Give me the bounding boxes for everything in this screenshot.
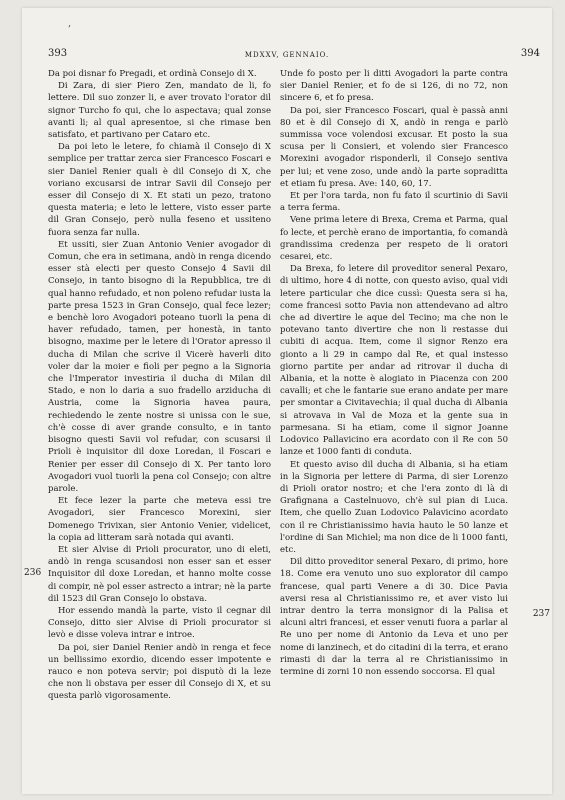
paragraph: Et sier Alvise di Prioli procurator, uno di eleti, andò in renga scusandosi non esser san et esser Inquisitor dil doxe Loredan, et hanno molte cosse di compir, nè pol esser astrecto a intrar; nè la parte dil 1523 dil Gran Consejo lo obstava. (48, 544, 272, 604)
book-page (22, 8, 552, 794)
paragraph: Da poi, sier Francesco Foscari, qual è passà anni 80 et è dil Consejo di X, andò in renga e parlò summissa voce volendosi excusar. Et posto la sua scusa per li Consieri, et volendo sier Francesco Morexini avogador risponderli, il Consejo sentiva per lui; et vene zoso, unde andò la parte sopraditta et etiam fu presa. Ave: 140, 60, 17. (280, 105, 508, 189)
page-corner-mark: , (68, 18, 72, 29)
left-column (48, 68, 271, 703)
paragraph: Da poi leto le letere, fo chiamà il Consejo di X semplice per trattar zerca sier Francesco Foscari e sier Daniel Renier quali è dil Consejo di X, che voriano excusarsi de intrar Savii dil Consejo per esser dil Consejo di X. Et stati un pezo, tratono questa materia; e leto le lettere, visto esser parte dil Gran Consejo, però nulla feseno et ussiteno fuora senza far nulla. (48, 142, 271, 238)
running-title: MDXXV, GENNAIO. (244, 51, 330, 59)
right-page-number: 394 (520, 48, 540, 59)
paragraph: Da poi, sier Daniel Renier andò in renga et fece un bellissimo exordio, dicendo esser impotente e rauco e non poteva servir; poi disputò di la leze che non li obstava per esser dil Consejo di X, et su questa parlò vigorosamente. (48, 642, 271, 702)
paragraph: Da poi disnar fo Pregadi, et ordinà Consejo di X. (48, 69, 257, 79)
paragraph: Unde fo posto per li ditti Avogadori la parte contra sier Daniel Renier, et fo de si 126, di no 72, non sincere 6, et fo presa. (280, 69, 508, 104)
paragraph: Et fece lezer la parte che meteva essi tre Avogadori, sier Francesco Morexini, sier Domenego Trivixan, sier Antonio Venier, videlicet, la copia ad litteram sarà notada qui avanti. (48, 496, 271, 543)
paragraph: Et per l'ora tarda, non fu fato il scurtinio di Savii a terra ferma. (280, 191, 508, 214)
paragraph: Vene prima letere di Brexa, Crema et Parma, qual fo lecte, et perchè erano de importantia, fo comandà grandissima credenza per respeto de li oratori cesarei, etc. (280, 215, 508, 263)
right-margin-number: 237 (532, 609, 550, 619)
right-column (280, 68, 508, 678)
paragraph: Et questo aviso dil ducha di Albania, si ha etiam in la Signoria per lettere di Parma, di sier Lorenzo di Prioli orator nostro; et che l'era zonto di là di Grafignana a Castelnuovo, ch'è sul pian di Luca. Item, che quello Zuan Lodovico Palavicino acordato con il re Christianissimo havia hauto le 50 lanze et l'ordine di San Michiel; ma non dice de li 1000 fanti, etc. (280, 459, 508, 555)
left-page-number: 393 (48, 48, 68, 59)
paragraph: Da Brexa, fo letere dil proveditor seneral Pexaro, di ultimo, hore 4 di notte, con questo aviso, qual vidi letere particular che dice cussì: Questa sera si ha, come francesi sotto Pavia non attendevano ad altro che ad divertire le aque del Tecino; ma che non le potevano tanto divertire che non li restasse dui cubiti di acqua. Item, come il signor Renzo era gionto a li 29 in campo dal Re, et qual instesso giorno partite per andar ad ritrovar il ducha di Albania, et la notte è alogiato in Piacenza con 200 cavalli; et che le fantarie sue erano andate per mare per smontar a Civitavechia; il qual ducha di Albania si atrovava in Val de Moza et la gente sua in parmesana. Si ha etiam, come il signor Joanne Lodovico Pallavicino era acordato con il Re con 50 lanze et 1000 fanti di conduta. (280, 264, 508, 458)
paragraph: Et ussiti, sier Zuan Antonio Venier avogador di Comun, che era in setimana, andò in renga dicendo esser stà electi per questo Consejo 4 Savii dil Consejo, in tanto bisogno di la Repubblica, tre di qual hanno refudado, et non poleno refudar iusta la parte presa 1523 in Gran Consejo, qual fece lezer; e benchè loro Avogadori poteano tuorli la pena di haver refudado, tamen, per honestà, in tanto bisogno, maxime per le letere di l'Orator apresso il ducha di Milan che scrive il Vicerè haverli dito voler dar la moier e fioli per pegno a la Signoria che l'Imperator investiria il ducha di Milan dil Stado, e non lo daria a suo fradello arziducha di Austria, come la Signoria havea paura, rechiedendo le zente nostre si unissa con le sue, ch'è cosse di aver grande consulto, e in tanto bisogno questi Savii vol refudar, con scusarsi il Prioli è inquisitor dil doxe Loredan, il Foscari e Renier per esser dil Consejo di X. Per tanto loro Avogadori vuol tuorli la pena col Consejo; con altre parole. (48, 239, 271, 494)
paragraph: Di Zara, di sier Piero Zen, mandato de li, fo lettere. Dil suo zonzer li, e aver trovato l'orator dil signor Turcho fo qui, che lo aspectava; qual zonse avanti li; al qual apresentoe, si che rimase ben satisfato, et partivano per Cataro etc. (48, 81, 271, 141)
paragraph: Dil ditto proveditor seneral Pexaro, di primo, hore 18. Come era venuto uno suo explorator dil campo francese, qual parti Venere a di 30. Dice Pavia aversi resa al Christianissimo re, et aver visto lui intrar dentro la terra monsignor di la Palisa et alcuni altri francesi, et esser venuti fuora a parlar al Re uno per nome di Antonio da Leva et uno per nome di lanzinech, et do citadini di la terra, et erano rimasti di dar la terra al re Christianissimo in termine di zorni 10 non essendo soccorsa. El qual (280, 557, 508, 677)
left-margin-number: 236 (24, 568, 42, 578)
paragraph: Hor essendo mandà la parte, visto il cegnar dil Consejo, ditto sier Alvise di Prioli procurator si levò e disse voleva intrar e introe. (48, 605, 271, 641)
